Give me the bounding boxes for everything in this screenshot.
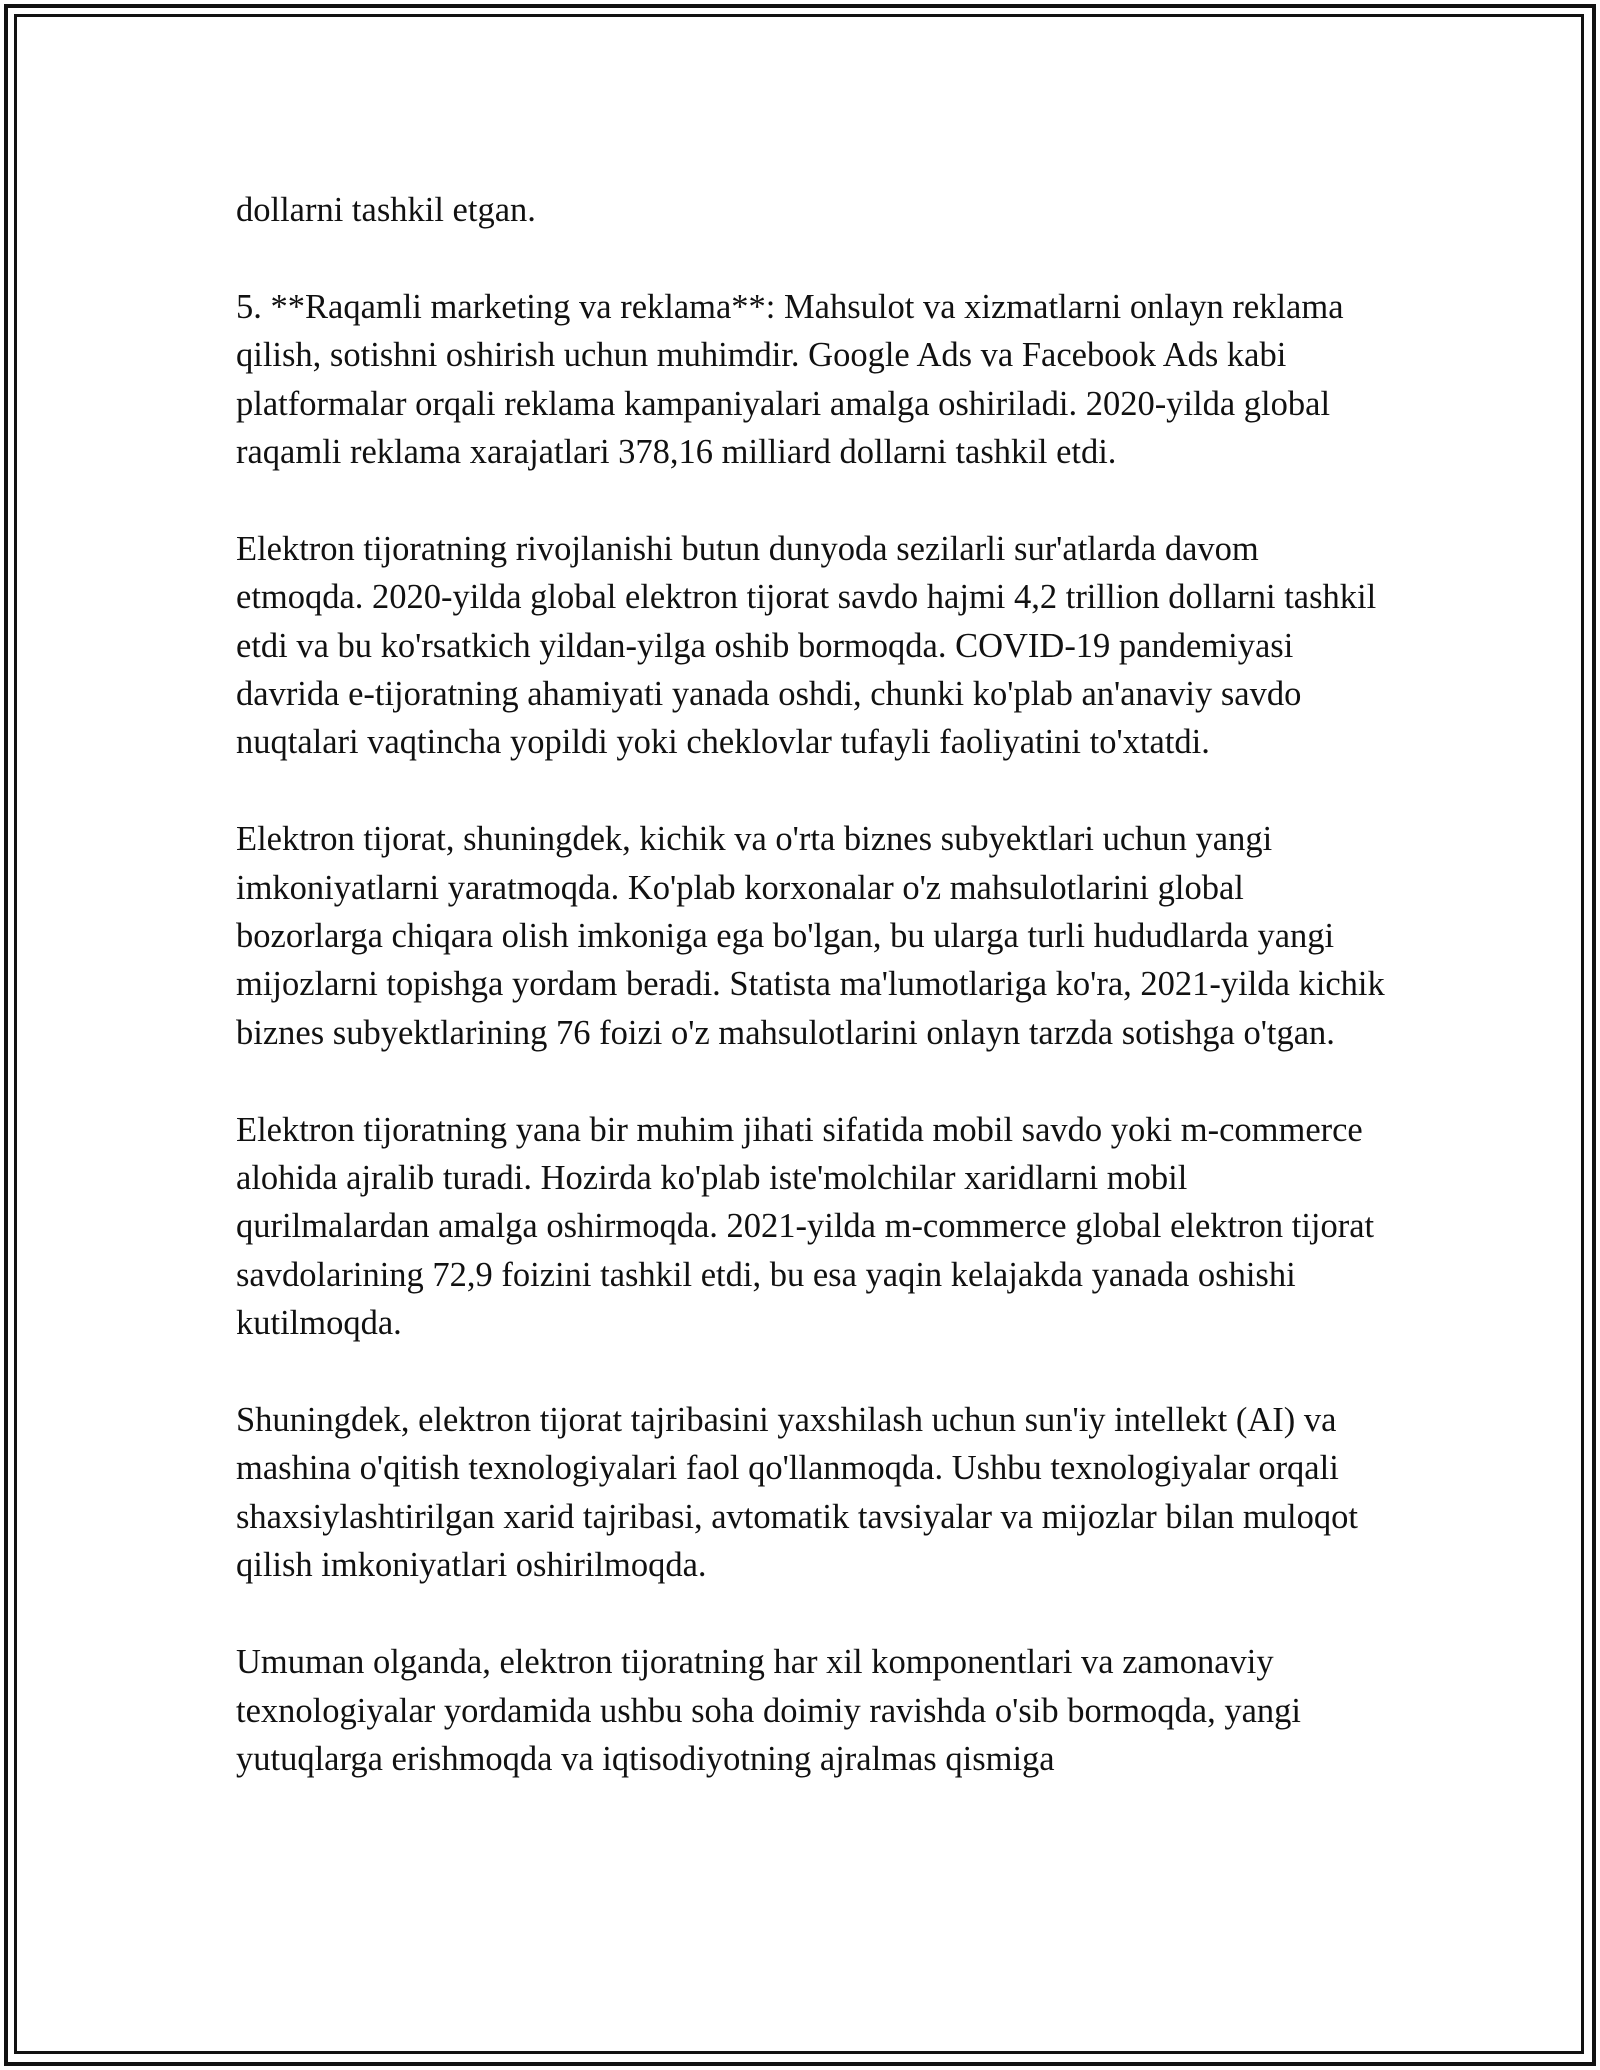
- paragraph-continuation: dollarni tashkil etgan.: [236, 191, 536, 229]
- paragraph-small-business: Elektron tijorat, shuningdek, kichik va o'rta biznes subyektlari uchun yangi imkoniyatlarni yaratmoqda. Ko'plab korxonalar o'z mahsulotlarini global bozorlarga chiqara olish imkoniga ega bo'lgan, bu ularga turli hududlarda yangi mijozlarni topishga yordam beradi. Statista ma'lumotlariga ko'ra, 2021-yilda kichik biznes subyektlarining 76 foizi o'z mahsulotlarini onlayn tarzda sotishga o'tgan.: [236, 820, 1385, 1052]
- paragraph-ai-technology: Shuningdek, elektron tijorat tajribasini yaxshilash uchun sun'iy intellekt (AI) va mashina o'qitish texnologiyalari faol qo'llanmoqda. Ushbu texnologiyalar orqali shaxsiylashtirilgan xarid tajribasi, avtomatik tavsiyalar va mijozlar bilan muloqot qilish imkoniyatlari oshirilmoqda.: [236, 1401, 1358, 1585]
- paragraph-ecommerce-growth: Elektron tijoratning rivojlanishi butun dunyoda sezilarli sur'atlarda davom etmoqda. 2020-yilda global elektron tijorat savdo hajmi 4,2 trillion dollarni tashkil etdi va bu ko'rsatkich yildan-yilga oshib bormoqda. COVID-19 pandemiyasi davrida e-tijoratning ahamiyati yanada oshdi, chunki ko'plab an'anaviy savdo nuqtalari vaqtincha yopildi yoki cheklovlar tufayli faoliyatini to'xtatdi.: [236, 529, 1377, 762]
- paragraph-digital-marketing: 5. **Raqamli marketing va reklama**: Mahsulot va xizmatlarni onlayn reklama qilish, sotishni oshirish uchun muhimdir. Google Ads va Facebook Ads kabi platformalar orqali reklama kampaniyalari amalga oshiriladi. 2020-yilda global raqamli reklama xarajatlari 378,16 milliard dollarni tashkil etdi.: [236, 287, 1344, 472]
- document-body: [236, 186, 1386, 1783]
- paragraph-mobile-commerce: Elektron tijoratning yana bir muhim jihati sifatida mobil savdo yoki m-commerce alohida ajralib turadi. Hozirda ko'plab iste'molchilar xaridlarni mobil qurilmalardan amalga oshirmoqda. 2021-yilda m-commerce global elektron tijorat savdolarining 72,9 foizini tashkil etdi, bu esa yaqin kelajakda yanada oshishi kutilmoqda.: [236, 1110, 1375, 1343]
- paragraph-conclusion: Umuman olganda, elektron tijoratning har xil komponentlari va zamonaviy texnologiyalar yordamida ushbu soha doimiy ravishda o'sib bormoqda, yangi yutuqlarga erishmoqda va iqtisodiyotning ajralmas qismiga: [236, 1643, 1301, 1778]
